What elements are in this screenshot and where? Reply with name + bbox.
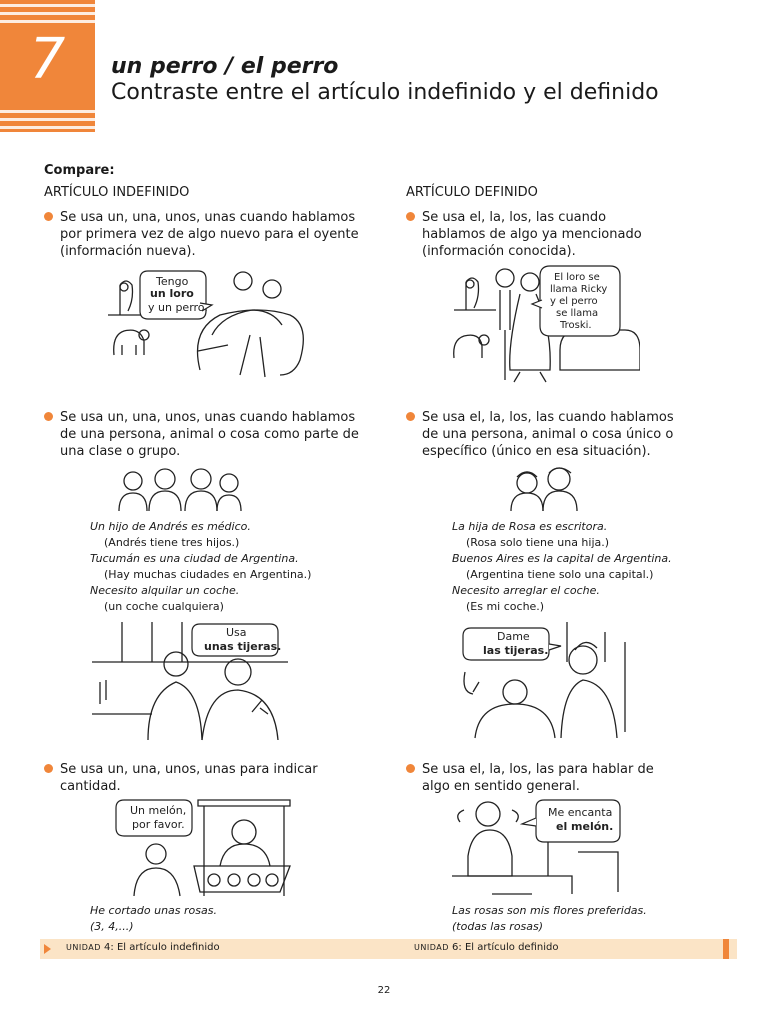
caption-note: (todas las rosas) bbox=[452, 920, 544, 933]
cross-reference-bar bbox=[40, 939, 737, 959]
example-note: (un coche cualquiera) bbox=[104, 600, 224, 613]
bubble-text: las tijeras. bbox=[483, 644, 549, 657]
bubble-text: Usa bbox=[226, 626, 247, 639]
bullet-dot bbox=[406, 412, 415, 421]
bubble-text: y un perro. bbox=[148, 301, 208, 314]
bullet-dot bbox=[44, 764, 53, 773]
link-unit-6[interactable]: UNIDAD 6: El artículo definido bbox=[414, 942, 559, 953]
illustration-kitchen-scissors bbox=[92, 622, 290, 744]
bubble-text: llama Ricky bbox=[550, 284, 608, 295]
bubble-text: Dame bbox=[497, 630, 530, 643]
example-sentence: Un hijo de Andrés es médico. bbox=[90, 520, 251, 533]
example-sentence: Tucumán es una ciudad de Argentina. bbox=[90, 552, 299, 565]
page-title: un perro / el perro bbox=[111, 54, 339, 79]
arrow-right-icon bbox=[44, 944, 51, 954]
page-number: 22 bbox=[377, 985, 391, 996]
bubble-text: El loro se bbox=[554, 272, 600, 283]
unit-number-tab bbox=[0, 0, 95, 132]
example-sentence: La hija de Rosa es escritora. bbox=[452, 520, 608, 533]
example-sentence: Necesito alquilar un coche. bbox=[90, 584, 240, 597]
caption-sentence: He cortado unas rosas. bbox=[90, 904, 217, 917]
right-bullet-1: Se usa el, la, los, las cuando hablamos de algo ya mencionado (información conocida). bbox=[406, 209, 661, 260]
illustration-couple-sofa bbox=[100, 265, 310, 387]
bubble-text: Un melón, bbox=[130, 804, 187, 817]
right-caption bbox=[452, 903, 647, 935]
illustration-four-men bbox=[115, 465, 245, 513]
bubble-text: Tengo bbox=[156, 275, 189, 288]
bullet-dot bbox=[44, 412, 53, 421]
bubble-text: Troski. bbox=[560, 320, 592, 331]
bubble-text: y el perro bbox=[550, 296, 598, 307]
example-note: (Argentina tiene solo una capital.) bbox=[466, 568, 654, 581]
right-heading: ARTÍCULO DEFINIDO bbox=[406, 185, 538, 200]
left-bullet-1: Se usa un, una, unos, unas cuando hablamos por primera vez de algo nuevo para el oyente (información nueva). bbox=[44, 209, 374, 260]
bullet-dot bbox=[406, 212, 415, 221]
link-unit-4[interactable]: UNIDAD 4: El artículo indefinido bbox=[66, 942, 220, 953]
right-examples bbox=[452, 519, 752, 615]
bullet-dot bbox=[406, 764, 415, 773]
example-note: (Rosa solo tiene una hija.) bbox=[466, 536, 610, 549]
bubble-text: unas tijeras. bbox=[204, 640, 282, 653]
example-note: (Es mi coche.) bbox=[466, 600, 545, 613]
illustration-melon-stall bbox=[114, 796, 294, 898]
caption-sentence: Las rosas son mis flores preferidas. bbox=[452, 904, 647, 917]
left-examples bbox=[90, 519, 370, 615]
illustration-couple-parrot-dog bbox=[450, 260, 640, 385]
unit-number: 7 bbox=[29, 27, 66, 92]
bubble-text: un loro bbox=[150, 287, 194, 300]
illustration-woman-melon bbox=[448, 796, 628, 898]
left-bullet-2: Se usa un, una, unos, unas cuando hablamos de una persona, animal o cosa como parte de una clase o grupo. bbox=[44, 409, 374, 460]
example-sentence: Necesito arreglar el coche. bbox=[452, 584, 600, 597]
caption-note: (3, 4,...) bbox=[90, 920, 134, 933]
example-note: (Hay muchas ciudades en Argentina.) bbox=[104, 568, 312, 581]
bubble-text: por favor. bbox=[132, 818, 185, 831]
bullet-dot bbox=[44, 212, 53, 221]
right-bullet-3: Se usa el, la, los, las para hablar de algo en sentido general. bbox=[406, 761, 681, 795]
left-heading: ARTÍCULO INDEFINIDO bbox=[44, 185, 190, 200]
bubble-text: se llama bbox=[556, 308, 599, 319]
accent-bar bbox=[723, 939, 729, 959]
page-subtitle: Contraste entre el artículo indefinido y el definido bbox=[111, 80, 659, 105]
bubble-text: Me encanta bbox=[548, 806, 613, 819]
compare-label: Compare: bbox=[44, 163, 115, 178]
illustration-salon-scissors bbox=[455, 622, 645, 742]
example-note: (Andrés tiene tres hijos.) bbox=[104, 536, 240, 549]
right-bullet-2: Se usa el, la, los, las cuando hablamos de una persona, animal o cosa único o específico (único en esa situación). bbox=[406, 409, 681, 460]
example-sentence: Buenos Aires es la capital de Argentina. bbox=[452, 552, 672, 565]
left-bullet-3: Se usa un, una, unos, unas para indicar cantidad. bbox=[44, 761, 374, 795]
bubble-text: el melón. bbox=[556, 820, 614, 833]
left-caption bbox=[90, 903, 217, 935]
illustration-two-women bbox=[505, 465, 585, 513]
